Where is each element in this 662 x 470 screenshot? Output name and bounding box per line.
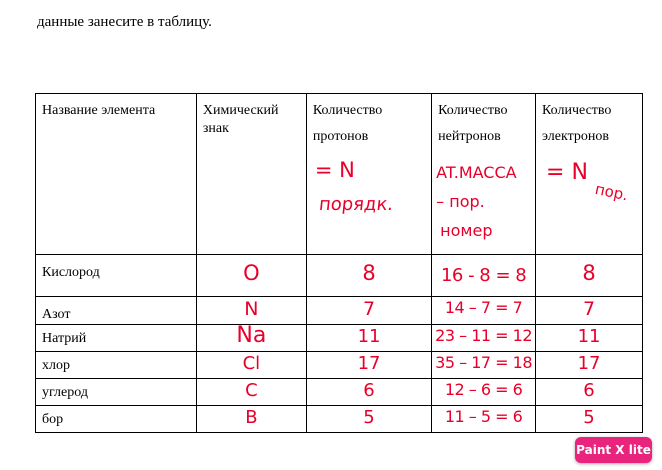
- header-neutrons-line2: нейтронов: [438, 129, 501, 144]
- header-neutrons-line1: Количество: [438, 103, 508, 118]
- header-electrons-line2: электронов: [542, 129, 609, 144]
- element-name: бор: [42, 412, 64, 427]
- proton-count: 8: [362, 261, 376, 285]
- proton-count: 17: [357, 353, 381, 374]
- electron-count: 7: [582, 298, 596, 320]
- header-symbol-line1: Химический: [202, 103, 279, 118]
- proton-count: 6: [363, 380, 375, 401]
- element-symbol: Cl: [242, 353, 261, 374]
- header-protons: [306, 94, 431, 255]
- table-row: [36, 325, 643, 352]
- paint-x-lite-badge[interactable]: Paint X lite: [575, 437, 652, 463]
- proton-count: 7: [362, 298, 376, 320]
- elements-table: [35, 93, 643, 433]
- element-name: Азот: [42, 307, 71, 322]
- neutron-count: 35 – 17 = 18: [435, 353, 532, 372]
- header-symbol-line2: знак: [202, 121, 229, 136]
- table-row: [36, 297, 643, 325]
- element-name: Кислород: [42, 265, 100, 280]
- electron-count: 6: [583, 380, 595, 401]
- intro-text: данные занесите в таблицу.: [37, 14, 212, 30]
- header-chemical-symbol: [196, 94, 306, 255]
- electron-count: 17: [577, 353, 601, 374]
- neutron-count: 23 – 11 = 12: [435, 326, 532, 345]
- proton-count: 11: [357, 326, 381, 347]
- element-symbol: B: [245, 407, 258, 428]
- note-neutrons-number: номер: [440, 221, 493, 240]
- header-electrons: [536, 94, 643, 255]
- element-name: Натрий: [42, 331, 87, 346]
- note-electrons-order: пор.: [593, 179, 630, 205]
- neutron-count: 11 – 5 = 6: [444, 407, 523, 426]
- electron-count: 5: [583, 407, 595, 428]
- table-row: [36, 406, 643, 433]
- element-name: хлор: [42, 358, 70, 373]
- proton-count: 5: [363, 407, 375, 428]
- neutron-count: 14 – 7 = 7: [444, 298, 523, 317]
- header-protons-line2: протонов: [312, 129, 369, 144]
- table-header-row: [36, 94, 643, 255]
- note-neutrons-atomic-mass: AT.MACCA: [436, 163, 517, 182]
- table-row: [36, 255, 643, 297]
- header-neutrons: [432, 94, 536, 255]
- element-symbol: O: [243, 261, 260, 285]
- header-electrons-line1: Количество: [542, 103, 612, 118]
- element-symbol: Na: [236, 323, 267, 348]
- header-protons-line1: Количество: [312, 103, 383, 118]
- table-row: [36, 352, 643, 379]
- table-row: [36, 379, 643, 406]
- header-element-name-text: Название элемента: [42, 103, 156, 118]
- note-neutrons-minus: – пор.: [436, 192, 485, 211]
- neutron-count: 16 - 8 = 8: [440, 265, 527, 286]
- element-symbol: C: [245, 380, 258, 401]
- element-name: углерод: [42, 385, 88, 400]
- electron-count: 11: [577, 326, 601, 347]
- header-element-name: [36, 94, 197, 255]
- neutron-count: 12 – 6 = 6: [444, 380, 523, 399]
- note-protons-eq-n: = N: [314, 158, 355, 182]
- electron-count: 8: [582, 261, 596, 285]
- note-electrons-eq-n: = N: [546, 160, 588, 185]
- note-protons-order: порядк.: [317, 194, 395, 215]
- element-symbol: N: [244, 298, 259, 320]
